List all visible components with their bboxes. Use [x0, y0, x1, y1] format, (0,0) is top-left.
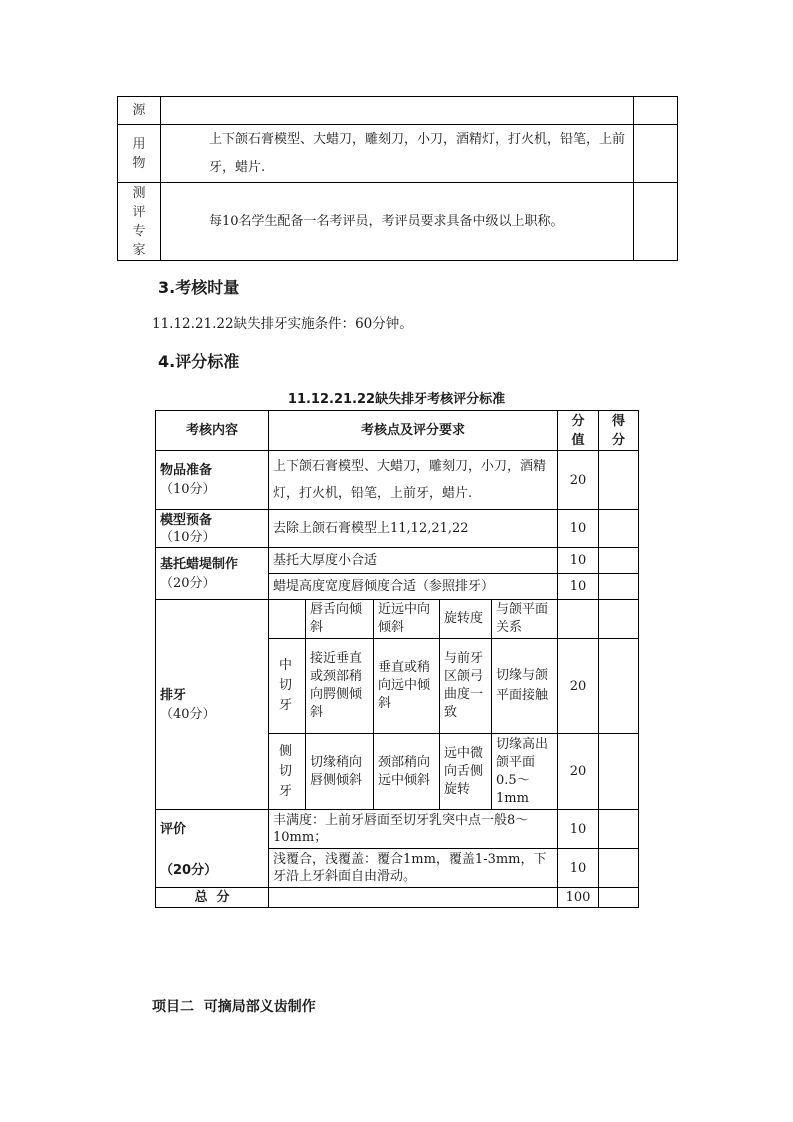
project-title: 项目二 可摘局部义齿制作	[152, 999, 316, 1015]
table-row	[156, 888, 639, 908]
eval-cell	[156, 810, 269, 888]
row-content-source	[161, 97, 634, 125]
central-score: 20	[558, 639, 599, 734]
base-req2: 蜡堤高度宽度唇倾度合适（参照排牙）	[269, 574, 558, 600]
eval-score2: 10	[558, 849, 599, 888]
col-plane: 与颌平面关系	[492, 600, 558, 639]
row-content-experts: 每10名学生配备一名考评员，考评员要求具备中级以上职称。	[161, 183, 634, 261]
base-score1: 10	[558, 548, 599, 574]
header-score: 分值	[558, 411, 599, 451]
conditions-table	[117, 96, 678, 261]
base-cell	[156, 548, 269, 600]
col-mesiodistal: 近远中向倾斜	[374, 600, 440, 639]
model-name: 模型预备	[160, 512, 213, 528]
base-pts: （20分）	[160, 575, 216, 591]
prep-got	[599, 451, 639, 510]
central-label: 中切牙	[269, 639, 306, 734]
model-cell	[156, 510, 269, 548]
table-row	[156, 411, 639, 451]
prep-pts: （10分）	[160, 482, 216, 497]
lateral-c3: 远中微向舌侧旋转	[440, 734, 492, 810]
table-row	[118, 183, 678, 261]
table-title: 11.12.21.22缺失排牙考核评分标准	[287, 392, 506, 407]
eval-got2	[599, 849, 639, 888]
base-name: 基托蜡堤制作	[160, 556, 239, 572]
central-c3: 与前牙区颌弓曲度一致	[440, 639, 492, 734]
eval-got1	[599, 810, 639, 849]
empty-cell	[269, 600, 306, 639]
prep-cell	[156, 451, 269, 510]
table-row	[156, 548, 639, 574]
lateral-c4: 切缘高出颌平面0.5～1mm	[492, 734, 558, 810]
eval-pts: （20分）	[160, 863, 218, 878]
arrange-name: 排牙	[160, 687, 187, 703]
lateral-c1: 切缘稍向唇侧倾斜	[306, 734, 374, 810]
table-row	[156, 451, 639, 510]
model-pts: （10分）	[160, 529, 216, 545]
header-got: 得分	[599, 411, 639, 451]
central-got	[599, 639, 639, 734]
table-row	[156, 600, 639, 639]
section-text-time: 11.12.21.22缺失排牙实施条件：60分钟。	[152, 316, 413, 332]
score-table	[155, 410, 639, 908]
prep-name: 物品准备	[160, 463, 213, 478]
section-heading-time: 3.考核时量	[158, 278, 240, 297]
empty-cell	[599, 600, 639, 639]
model-req: 去除上颌石膏模型上11,12,21,22	[269, 510, 558, 548]
total-label: 总 分	[156, 888, 269, 908]
central-c2: 垂直或稍向远中倾斜	[374, 639, 440, 734]
table-row	[118, 97, 678, 125]
header-points: 考核点及评分要求	[269, 411, 558, 451]
central-c4: 切缘与颌平面接触	[492, 639, 558, 734]
table-row	[156, 510, 639, 548]
empty-cell	[634, 97, 678, 125]
row-label-materials: 用物	[118, 125, 161, 183]
eval-name: 评价	[160, 822, 187, 837]
lateral-c2: 颈部稍向远中倾斜	[374, 734, 440, 810]
empty-cell	[634, 125, 678, 183]
base-got2	[599, 574, 639, 600]
total-score: 100	[558, 888, 599, 908]
prep-req: 上下颌石膏模型、大蜡刀，雕刻刀，小刀，酒精灯，打火机，铅笔，上前牙，蜡片.	[269, 451, 558, 510]
col-rotation: 旋转度	[440, 600, 492, 639]
total-got	[599, 888, 639, 908]
section-heading-scoring: 4.评分标准	[158, 352, 240, 371]
row-content-materials: 上下颌石膏模型、大蜡刀，雕刻刀，小刀，酒精灯，打火机，铅笔，上前牙，蜡片.	[161, 125, 634, 183]
header-content: 考核内容	[156, 411, 269, 451]
eval-score1: 10	[558, 810, 599, 849]
lateral-label: 侧切牙	[269, 734, 306, 810]
empty-cell	[269, 888, 558, 908]
base-req1: 基托大厚度小合适	[269, 548, 558, 574]
base-score2: 10	[558, 574, 599, 600]
row-label-source: 源	[118, 97, 161, 125]
model-got	[599, 510, 639, 548]
empty-cell	[634, 183, 678, 261]
lateral-got	[599, 734, 639, 810]
base-got1	[599, 548, 639, 574]
arrange-cell	[156, 600, 269, 810]
empty-cell	[558, 600, 599, 639]
col-labial: 唇舌向倾斜	[306, 600, 374, 639]
central-c1: 接近垂直或颈部稍向腭侧倾斜	[306, 639, 374, 734]
arrange-pts: （40分）	[160, 706, 216, 722]
model-score: 10	[558, 510, 599, 548]
prep-score: 20	[558, 451, 599, 510]
eval-req2: 浅覆合，浅覆盖：覆合1mm，覆盖1-3mm，下牙沿上牙斜面自由滑动。	[269, 849, 558, 888]
table-row	[118, 125, 678, 183]
eval-req1: 丰满度：上前牙唇面至切牙乳突中点一般8～10mm；	[269, 810, 558, 849]
table-row	[156, 810, 639, 849]
row-label-experts: 测评专家	[118, 183, 161, 261]
lateral-score: 20	[558, 734, 599, 810]
